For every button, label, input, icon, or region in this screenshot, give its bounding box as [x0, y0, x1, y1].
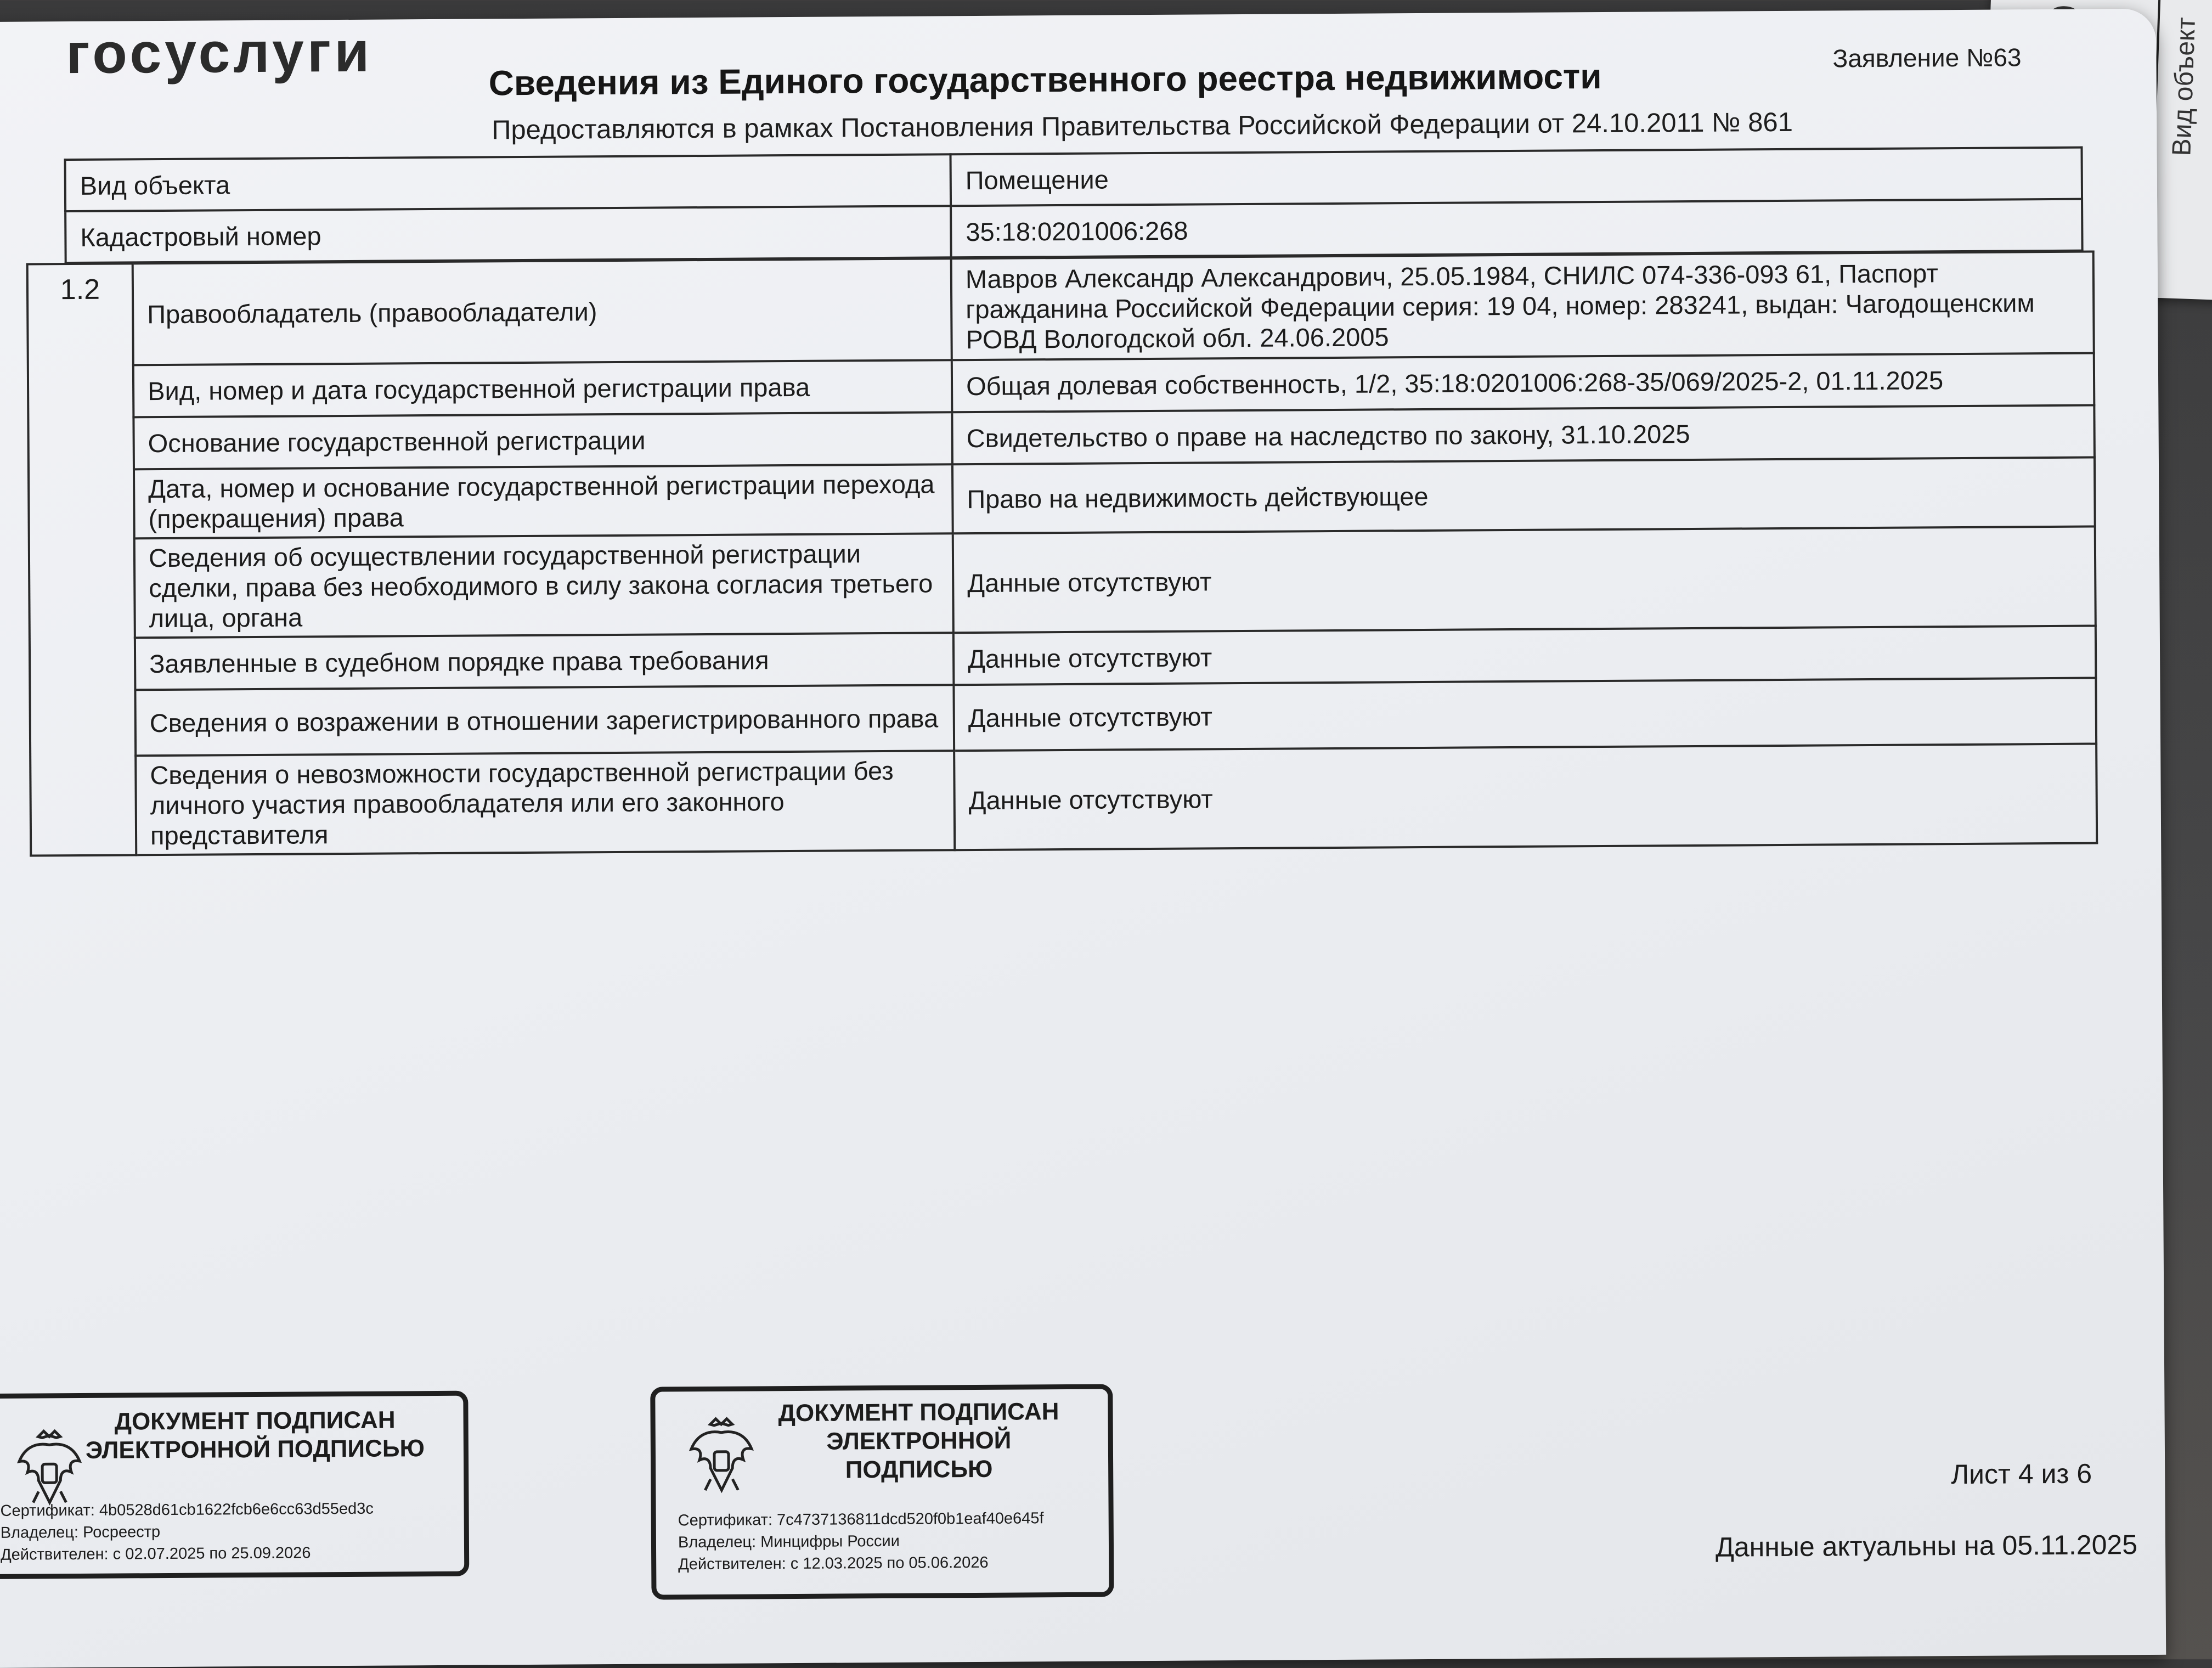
object-type-label: Вид объекта — [65, 154, 951, 211]
object-type-value: Помещение — [951, 148, 2083, 206]
row-value: Данные отсутствуют — [953, 527, 2096, 633]
row-value: Мавров Александр Александрович, 25.05.1984, СНИЛС 074-336-093 61, Паспорт гражданина Российской Федерации серия: 19 04, номер: 283241, выдан: Чагодощенским РОВД Вологодской обл. 24.06.2005 — [951, 252, 2094, 360]
row-value: Данные отсутствуют — [953, 678, 2096, 751]
row-label: Дата, номер и основание государственной регистрации перехода (прекращения) права — [134, 464, 953, 538]
document-title: Сведения из Единого государственного реестра недвижимости — [488, 56, 1602, 103]
row-label: Правообладатель (правообладатели) — [133, 258, 952, 365]
stamp-details — [0, 1498, 374, 1566]
background-sheet-label: Вид объект — [2167, 16, 2202, 157]
stamp-title: ДОКУМЕНТ ПОДПИСАН ЭЛЕКТРОННОЙ ПОДПИСЬЮ — [778, 1398, 1059, 1484]
coat-of-arms-icon — [14, 1425, 86, 1508]
data-actual-date: Данные актуальны на 05.11.2025 — [1715, 1529, 2138, 1563]
stamp-validity: Действителен: с 12.03.2025 по 05.06.2026 — [678, 1553, 989, 1574]
stamp-owner: Владелец: Минцифры России — [678, 1532, 900, 1552]
table-row — [30, 678, 2096, 757]
document-sheet — [0, 9, 2166, 1668]
row-label: Сведения о невозможности государственной регистрации без личного участия правообладателя или его законного представителя — [136, 751, 955, 855]
section-number: 1.2 — [27, 263, 137, 855]
row-value: Свидетельство о праве на наследство по закону, 31.10.2025 — [952, 405, 2095, 465]
stamp-certificate: Сертификат: 7c4737136811dcd520f0b1eaf40e645f — [678, 1509, 1044, 1530]
row-label: Вид, номер и дата государственной регистрации права — [133, 360, 952, 417]
gosuslugi-logo: госуслуги — [66, 20, 373, 86]
cadastral-number-label: Кадастровый номер — [65, 206, 951, 263]
table-row — [29, 527, 2096, 639]
object-table — [64, 146, 2084, 264]
row-label: Сведения о возражении в отношении зарегистрированного права — [135, 685, 954, 756]
row-label: Заявленные в судебном порядке права требования — [135, 633, 954, 690]
row-label: Сведения об осуществлении государственной регистрации сделки, права без необходимого в силу закона согласия третьего лица, органа — [134, 533, 953, 638]
rights-table — [26, 251, 2098, 857]
stamp-owner: Владелец: Росреестр — [0, 1523, 161, 1542]
page-number: Лист 4 из 6 — [1951, 1458, 2092, 1490]
coat-of-arms-icon — [686, 1413, 758, 1496]
signature-stamp — [650, 1384, 1114, 1599]
stamp-certificate: Сертификат: 4b0528d61cb1622fcb6e6cc63d55ed3c — [0, 1500, 374, 1520]
document-subtitle: Предоставляются в рамках Постановления Правительства Российской Федерации от 24.10.2011 № 861 — [492, 107, 1793, 145]
signature-stamp — [0, 1391, 469, 1579]
row-value: Данные отсутствуют — [953, 626, 2096, 685]
stamp-title: ДОКУМЕНТ ПОДПИСАН ЭЛЕКТРОННОЙ ПОДПИСЬЮ — [85, 1406, 425, 1464]
stamp-validity: Действителен: с 02.07.2025 по 25.09.2026 — [0, 1544, 311, 1564]
application-number: Заявление №63 — [1832, 43, 2022, 73]
cadastral-number-value: 35:18:0201006:268 — [951, 199, 2083, 258]
table-row — [30, 743, 2097, 855]
table-row — [27, 252, 2094, 366]
row-value: Право на недвижимость действующее — [952, 458, 2095, 534]
row-value: Данные отсутствуют — [954, 743, 2097, 850]
row-value: Общая долевая собственность, 1/2, 35:18:0201006:268-35/069/2025-2, 01.11.2025 — [952, 353, 2095, 413]
stamp-details — [678, 1507, 1045, 1575]
table-row — [29, 458, 2095, 539]
row-label: Основание государственной регистрации — [133, 412, 952, 469]
